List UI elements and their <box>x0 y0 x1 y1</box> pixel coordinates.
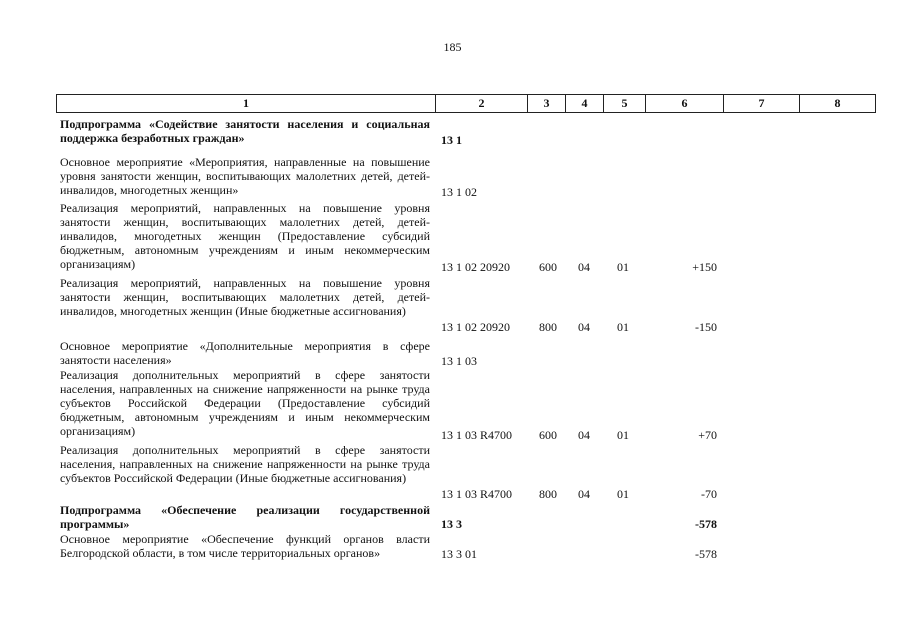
header-col-7: 7 <box>724 95 800 112</box>
row-expense-type: 800 <box>539 487 557 501</box>
row-expense-type: 600 <box>539 428 557 442</box>
row-code: 13 1 02 20920 <box>441 320 510 334</box>
header-col-4: 4 <box>566 95 604 112</box>
row-description: Подпрограмма «Обеспечение реализации государственной программы» <box>60 503 430 531</box>
header-col-5: 5 <box>604 95 646 112</box>
row-code: 13 1 02 <box>441 185 477 199</box>
row-amount: -150 <box>695 320 717 334</box>
row-subsection: 01 <box>617 428 629 442</box>
row-code: 13 1 <box>441 133 462 147</box>
header-col-8: 8 <box>800 95 876 112</box>
row-section: 04 <box>578 487 590 501</box>
header-col-2: 2 <box>436 95 528 112</box>
row-code: 13 1 03 R4700 <box>441 428 513 442</box>
row-code: 13 3 <box>441 517 462 531</box>
row-subsection: 01 <box>617 487 629 501</box>
row-code: 13 1 02 20920 <box>441 260 510 274</box>
row-amount: -70 <box>701 487 717 501</box>
header-col-6: 6 <box>646 95 724 112</box>
row-section: 04 <box>578 320 590 334</box>
row-section: 04 <box>578 428 590 442</box>
row-amount: -578 <box>695 547 717 561</box>
row-description: Реализация дополнительных мероприятий в сфере занятости населения, направленных на снижение напряженности на рынке труда субъектов Российской Федерации (Предоставление субсидий бюджетным, автономным учреждениям и иным некоммерческим организациям) <box>60 368 430 438</box>
table-header <box>56 94 876 113</box>
row-description: Подпрограмма «Содействие занятости населения и социальная поддержка безработных граждан» <box>60 117 430 145</box>
row-expense-type: 800 <box>539 320 557 334</box>
row-subsection: 01 <box>617 260 629 274</box>
row-expense-type: 600 <box>539 260 557 274</box>
row-amount: -578 <box>695 517 717 531</box>
row-code: 13 1 03 <box>441 354 477 368</box>
header-col-1: 1 <box>56 95 436 112</box>
row-code: 13 1 03 R4700 <box>441 487 513 501</box>
page-number: 185 <box>443 40 462 54</box>
row-amount: +70 <box>698 428 717 442</box>
row-section: 04 <box>578 260 590 274</box>
row-description: Основное мероприятие «Обеспечение функций органов власти Белгородской области, в том числе территориальных органов» <box>60 532 430 560</box>
row-description: Основное мероприятие «Дополнительные мероприятия в сфере занятости населения» <box>60 339 430 367</box>
row-description: Реализация дополнительных мероприятий в сфере занятости населения, направленных на снижение напряженности на рынке труда субъектов Российской Федерации (Иные бюджетные ассигнования) <box>60 443 430 485</box>
row-subsection: 01 <box>617 320 629 334</box>
header-col-3: 3 <box>528 95 566 112</box>
row-description: Основное мероприятие «Мероприятия, направленные на повышение уровня занятости женщин, воспитывающих малолетних детей, детей-инвалидов, многодетных женщин» <box>60 155 430 197</box>
row-code: 13 3 01 <box>441 547 477 561</box>
row-description: Реализация мероприятий, направленных на повышение уровня занятости женщин, воспитывающих малолетних детей, детей-инвалидов, многодетных женщин (Предоставление субсидий бюджетным, автономным учреждениям и иным некоммерческим организациям) <box>60 201 430 271</box>
row-amount: +150 <box>692 260 717 274</box>
row-description: Реализация мероприятий, направленных на повышение уровня занятости женщин, воспитывающих малолетних детей, детей-инвалидов, многодетных женщин (Иные бюджетные ассигнования) <box>60 276 430 318</box>
